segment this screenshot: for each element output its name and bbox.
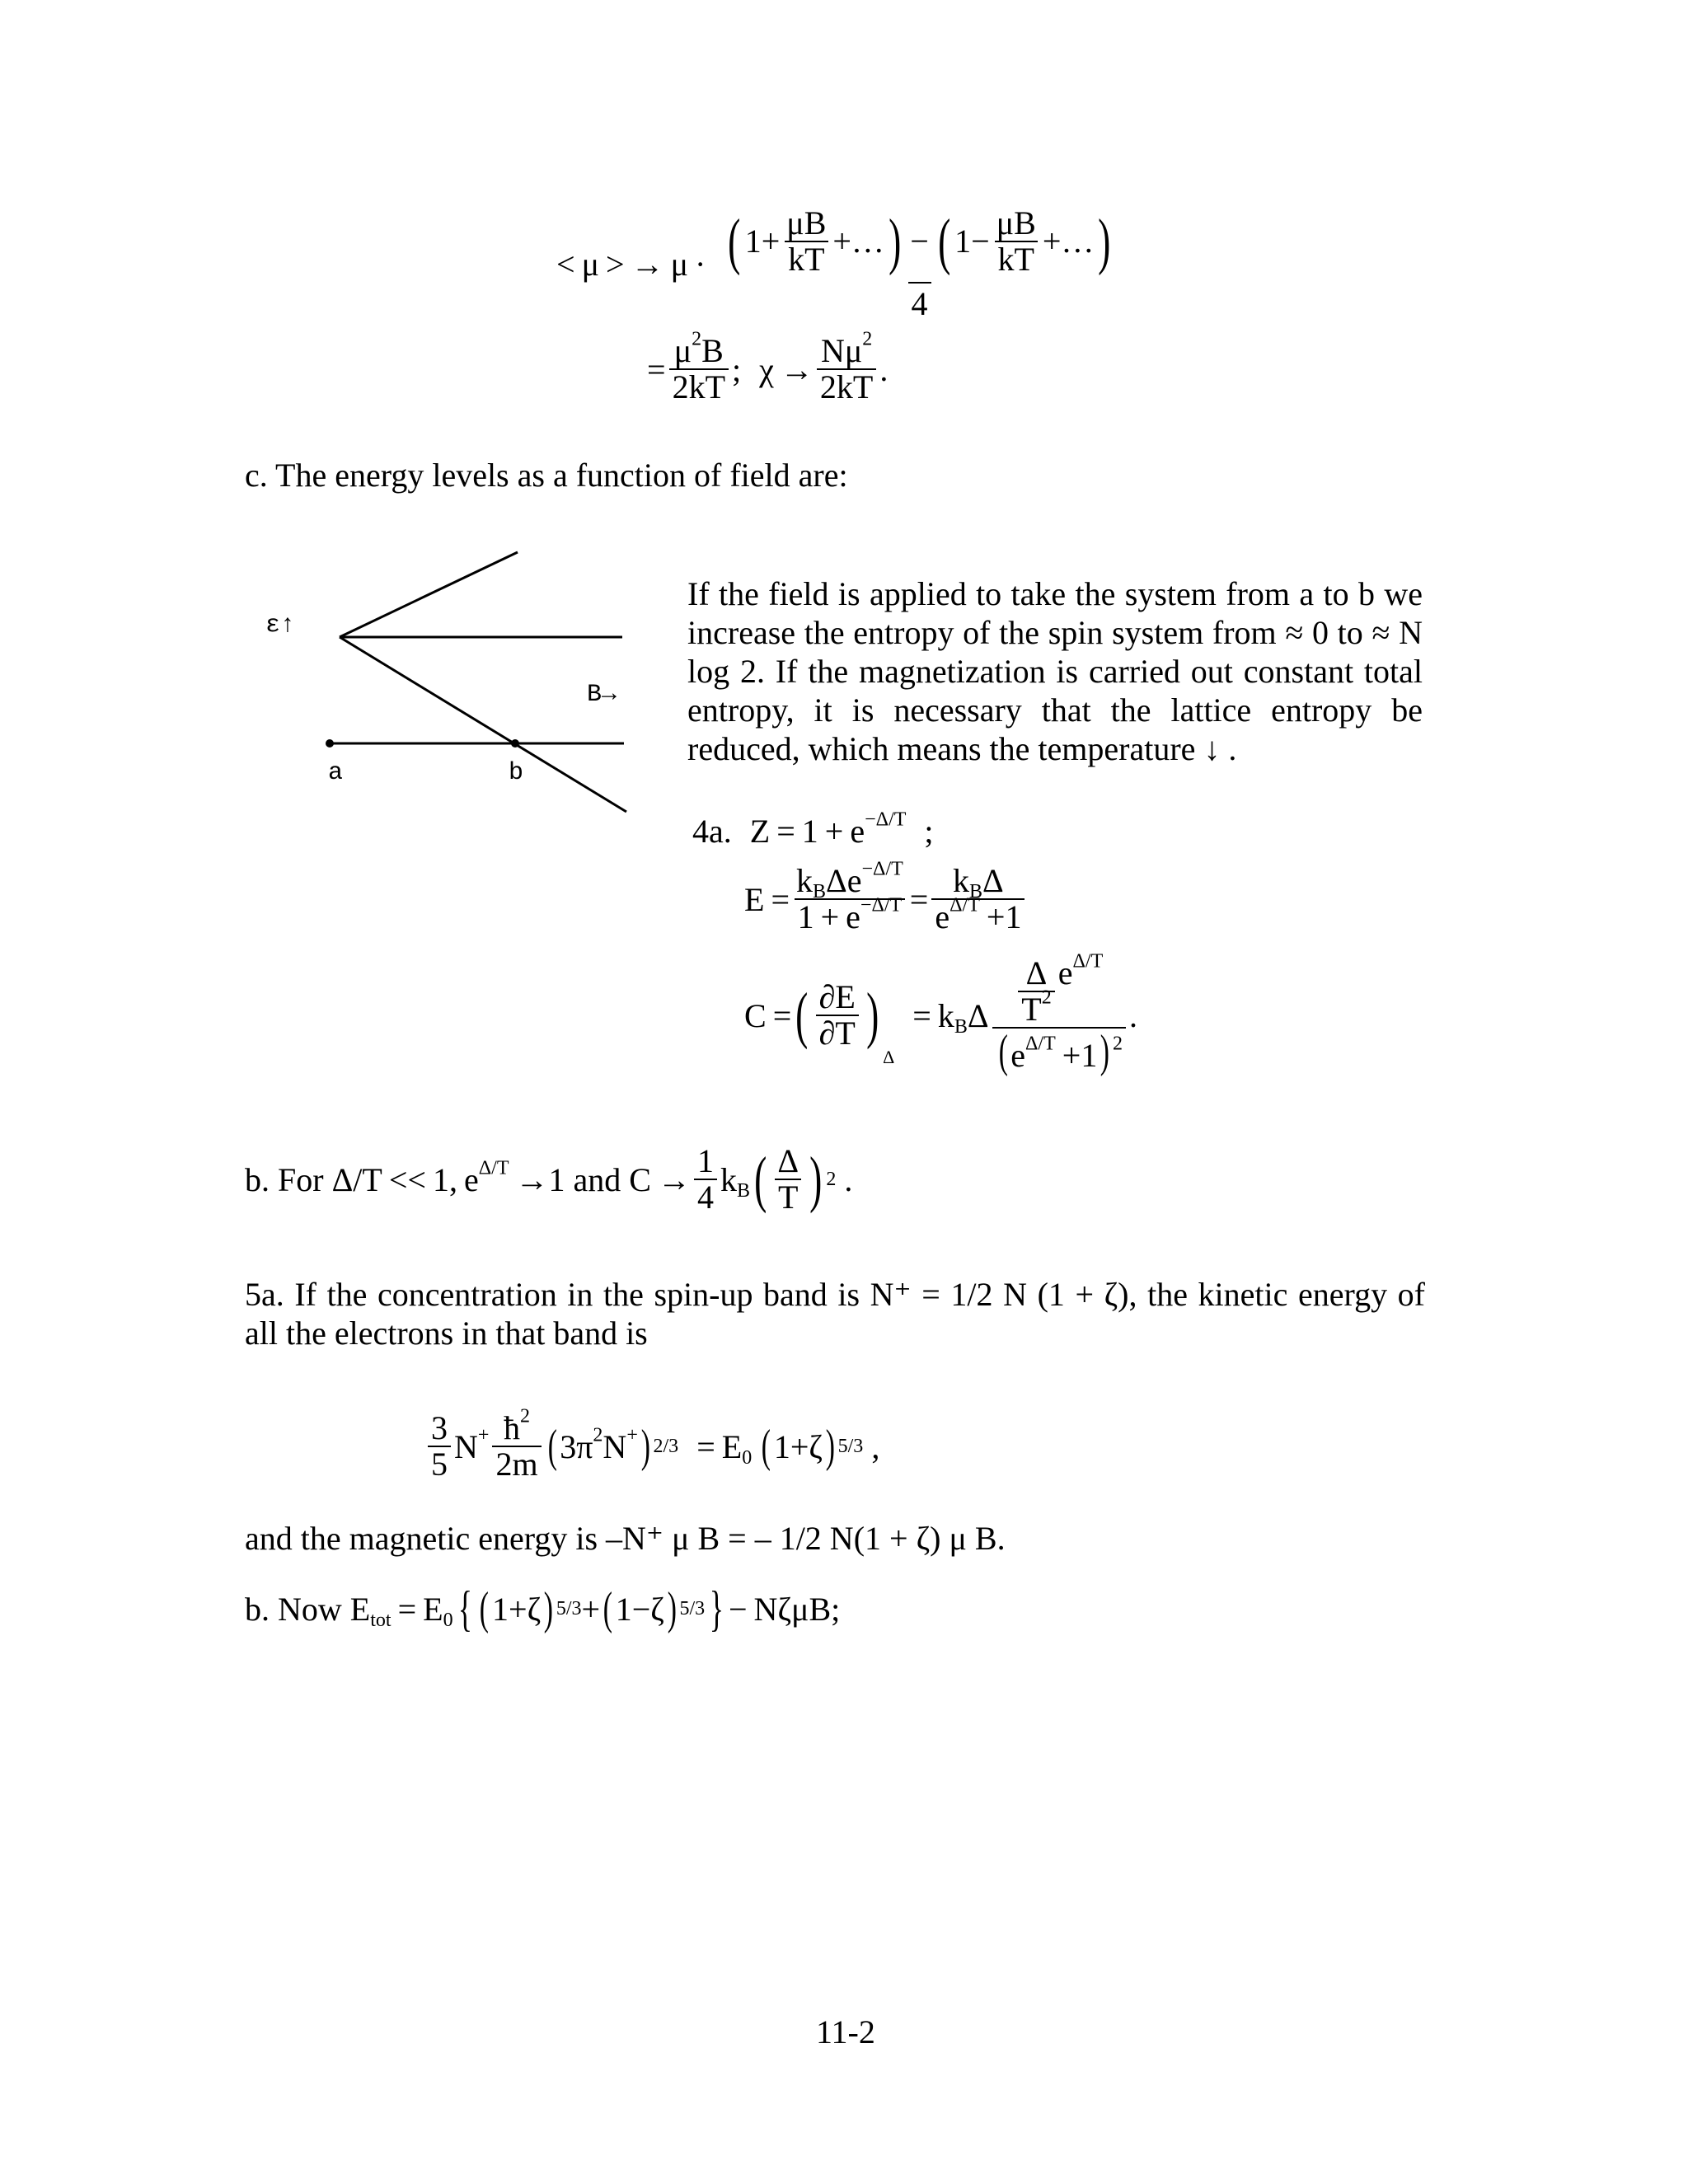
spin-up-band-paragraph: 5a. If the concentration in the spin-up band is N⁺ = 1/2 N (1 + ζ), the kinetic energy of all the electrons in that band is: [245, 1276, 1425, 1352]
entropy-paragraph: If the field is applied to take the system from a to b we increase the entropy of the spin system from ≈ 0 to ≈ N log 2. If the magnetization is carried out constant total entropy, it is necessary that the lattice entropy be reduced, which means the temperature ↓ .: [687, 575, 1423, 767]
problem-4a-label: 4a.: [692, 813, 732, 850]
energy-axis-label: ε↑: [265, 612, 296, 640]
energy-equation: E = $\frac{k_B\Delta e^{-\Delta/T}}{1 + e^{-\Delta/T}}$ = $\frac{k_B\Delta}{e^{\Delta/T} +1}$: [744, 864, 1028, 935]
and-text: and: [573, 1160, 621, 1198]
susceptibility-equation: = $\frac{\mu^2B}{2kT}$ ; χ → $\frac{N\mu^2}{2kT}$ .: [647, 328, 889, 405]
total-energy-equation: b. Now $E_{tot} = E_0$ { ( 1+ζ ) 5/3 + ( 1−ζ ) 5/3 } − NζμB;: [245, 1582, 841, 1636]
point-a-dot: [326, 739, 334, 748]
point-b-dot: [511, 739, 519, 748]
point-a-label: a: [328, 759, 344, 787]
magnetic-energy-line: and the magnetic energy is –N⁺ μ B = – 1/2 N(1 + ζ) μ B.: [245, 1520, 1006, 1557]
low-ratio-limit-equation: b. For Δ/T << 1, $e^{\Delta/T} \to 1$ and C → $\frac{1}{4}$ $k_B$ ( $\frac{\Delta}{T}$ ) 2 .: [245, 1142, 853, 1216]
mu-average-equation: < μ > → μ · ( 1+ $\frac{\mu B}{kT}$ +… ) − ( 1− $\frac{\mu B}{kT}$ +… ) 4: [556, 204, 1111, 322]
page-number: 11-2: [816, 2013, 875, 2050]
heat-capacity-equation: C = ( $\frac{\partial E}{\partial T}$ ) Δ = $k_B\Delta$ $\frac{\Delta}{T^2}$ $e^{\Delta/T}$ $(e^{\Delta/T} +1)$ $^2$ .: [744, 950, 1137, 1077]
b-now-label: b. Now: [245, 1590, 342, 1628]
partition-function-equation: 4a. $Z = 1 + e^{-\Delta/T}$ ;: [692, 808, 934, 850]
upper-branch-line: [340, 552, 518, 637]
field-axis-label: B→: [587, 681, 617, 709]
kinetic-energy-equation: $\frac{3}{5}$ N+ $\frac{ħ^2}{2m}$ ( $3\pi^2N^+$ ) 2/3 = $E_0$ ( 1+ζ ) 5/3 ,: [424, 1411, 879, 1482]
energy-level-diagram: [247, 536, 643, 824]
section-b-prefix: b. For: [245, 1160, 324, 1198]
lower-branch-line: [340, 637, 626, 812]
point-b-label: b: [509, 759, 524, 787]
section-c-heading: c. The energy levels as a function of field are:: [245, 457, 848, 494]
